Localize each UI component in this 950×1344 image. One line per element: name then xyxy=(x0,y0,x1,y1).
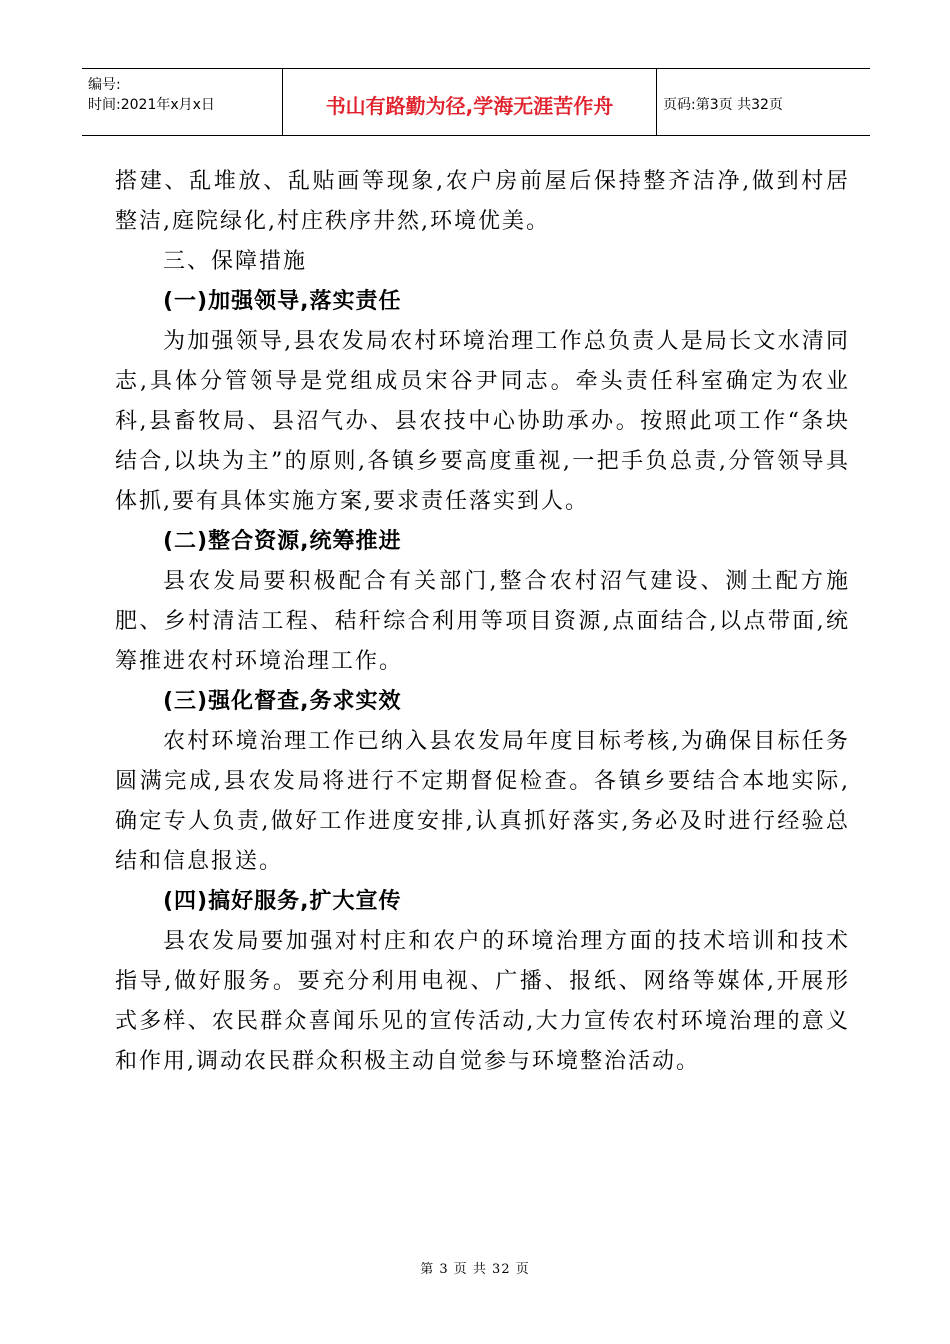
date-label: 时间:2021年x月x日 xyxy=(88,97,215,113)
subsection-heading: (一)加强领导,落实责任 xyxy=(163,289,402,314)
body-paragraph: 县农发局要积极配合有关部门,整合农村沼气建设、测土配方施肥、乡村清洁工程、秸秆综合利用等项目资源,点面结合,以点带面,统筹推进农村环境治理工作。 xyxy=(115,569,850,674)
header-meta-cell xyxy=(82,69,283,135)
body-paragraph: 搭建、乱堆放、乱贴画等现象,农户房前屋后保持整齐洁净,做到村居整洁,庭院绿化,村庄秩序井然,环境优美。 xyxy=(115,169,850,234)
body-paragraph: 农村环境治理工作已纳入县农发局年度目标考核,为确保目标任务圆满完成,县农发局将进行不定期督促检查。各镇乡要结合本地实际,确定专人负责,做好工作进度安排,认真抓好落实,务必及时进行经验总结和信息报送。 xyxy=(115,729,850,874)
subsection-heading: (二)整合资源,统筹推进 xyxy=(163,529,402,554)
header-page-info: 页码:第3页 共32页 xyxy=(663,97,783,113)
doc-number-label: 编号: xyxy=(88,77,121,93)
page-header xyxy=(82,68,870,136)
section-heading: 三、保障措施 xyxy=(163,249,308,274)
subsection-heading: (三)强化督查,务求实效 xyxy=(163,689,402,714)
body-paragraph: 为加强领导,县农发局农村环境治理工作总负责人是局长文水清同志,具体分管领导是党组成员宋谷尹同志。牵头责任科室确定为农业科,县畜牧局、县沼气办、县农技中心协助承办。按照此项工作“条块结合,以块为主”的原则,各镇乡要高度重视,一把手负总责,分管领导具体抓,要有具体实施方案,要求责任落实到人。 xyxy=(115,329,850,514)
document-body xyxy=(115,162,850,1082)
page-footer: 第 3 页 共 32 页 xyxy=(420,1262,530,1277)
subsection-heading: (四)搞好服务,扩大宣传 xyxy=(163,889,402,914)
body-paragraph: 县农发局要加强对村庄和农户的环境治理方面的技术培训和技术指导,做好服务。要充分利用电视、广播、报纸、网络等媒体,开展形式多样、农民群众喜闻乐见的宣传活动,大力宣传农村环境治理的意义和作用,调动农民群众积极主动自觉参与环境整治活动。 xyxy=(115,929,850,1074)
header-motto: 书山有路勤为径,学海无涯苦作舟 xyxy=(283,69,657,135)
